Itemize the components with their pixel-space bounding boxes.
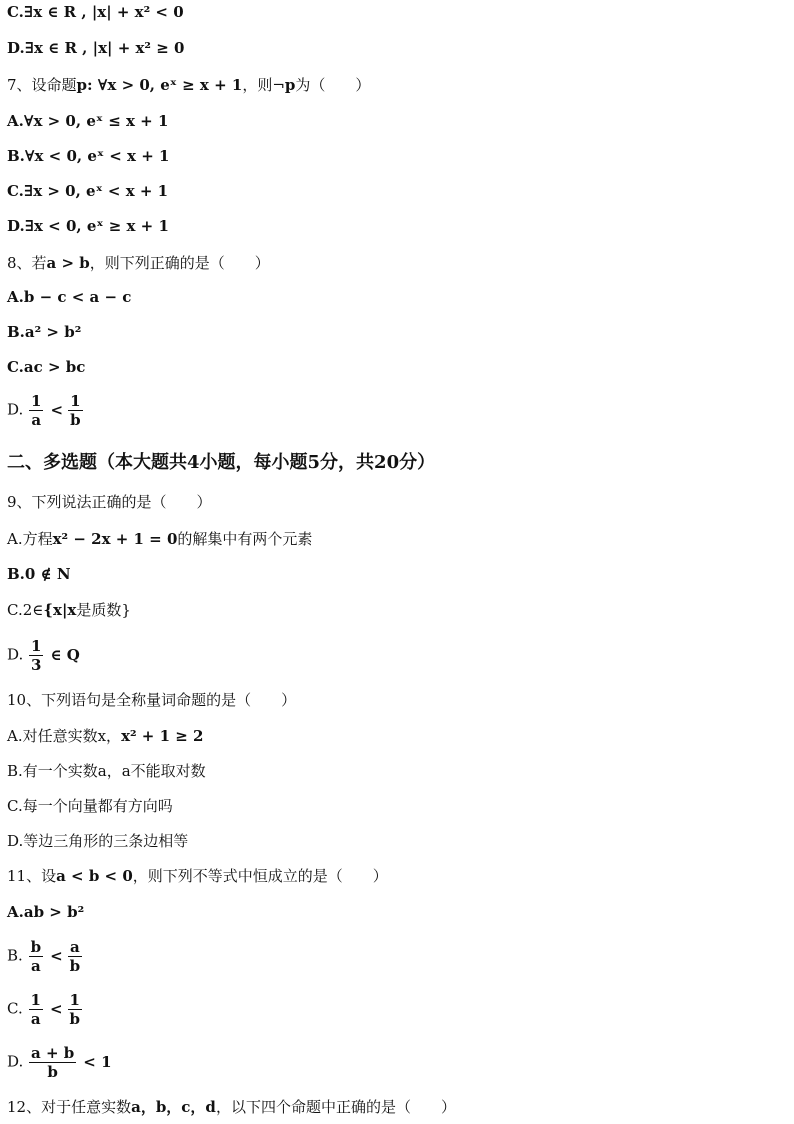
question-12 [7,1097,456,1117]
option-6c-text: C.∃x ∈ R , |x| + x² < 0 [7,3,184,21]
section-heading-multiple-choice: 二、多选题（本大题共4小题，每小题5分，共20分） [7,452,436,473]
question-11-math: a < b < 0 [56,867,133,885]
option-7c-text: C.∃x > 0, eˣ < x + 1 [7,182,169,200]
option-10b [7,761,206,781]
option-10d [7,831,188,851]
option-6d-text: D.∃x ∈ R , |x| + x² ≥ 0 [7,39,185,57]
fraction-1-over-a [29,991,43,1028]
fraction-denominator: a [31,411,42,429]
option-6d [7,38,184,58]
fraction-numerator: 1 [30,991,41,1009]
option-7d [7,216,169,236]
option-11d-label: D. [7,1052,24,1071]
question-7-suffix: 为（ ） [295,76,371,94]
option-6c [7,2,184,22]
fraction-denominator: b [70,411,81,429]
fraction-1-over-a [29,392,43,429]
option-8b-text: B.a² > b² [7,323,82,341]
relation-symbol: < [50,946,63,965]
question-7-math: p: ∀x > 0, eˣ ≥ x + 1 [76,76,243,94]
fraction-numerator: a [70,938,80,956]
option-9c-math: {x|x [43,601,77,619]
question-7 [7,75,370,95]
option-9c [7,600,131,620]
option-11a-text: A.ab > b² [7,903,85,921]
option-7d-text: D.∃x < 0, eˣ ≥ x + 1 [7,217,169,235]
option-11c [7,991,85,1028]
question-7-mid: ，则¬ [242,76,285,94]
option-7a-text: A.∀x > 0, eˣ ≤ x + 1 [7,112,169,130]
fraction-a-over-b [68,938,83,975]
question-11 [7,866,388,886]
question-12-prefix: 12、对于任意实数 [7,1098,132,1116]
relation-symbol: < 1 [83,1052,112,1071]
question-12-vars: a，b，c，d [131,1098,216,1116]
option-10a-prefix: A.对任意实数x， [7,727,122,745]
option-8c-text: C.ac > bc [7,358,86,376]
option-8a-text: A.b − c < a − c [7,288,132,306]
fraction-denominator: a [30,957,41,975]
fraction-numerator: 1 [31,637,42,655]
fraction-1-over-b [68,392,83,429]
option-9a-math: x² − 2x + 1 = 0 [52,530,178,548]
option-9a-prefix: A.方程 [7,530,53,548]
option-8d-label: D. [7,400,24,419]
option-8a [7,287,131,307]
question-7-prefix: 7、设命题 [7,76,77,94]
option-7b [7,146,169,166]
fraction-b-over-a [29,938,44,975]
option-8d [7,392,86,429]
question-8-math: a > b [46,254,90,272]
option-11b [7,938,85,975]
fraction-denominator: b [69,957,81,975]
option-9b [7,564,71,584]
option-9c-prefix: C.2∈ [7,601,44,619]
fraction-denominator: 3 [31,656,42,674]
option-9c-suffix: 是质数} [76,601,131,619]
question-10-text: 10、下列语句是全称量词命题的是（ ） [7,691,297,709]
fraction-denominator: b [69,1010,81,1028]
fraction-1-over-3 [29,637,43,674]
relation-symbol: < [49,999,63,1018]
option-9a [7,529,312,549]
relation-symbol: ∈ Q [50,645,80,664]
fraction-numerator: 1 [31,392,42,410]
option-8c [7,357,85,377]
question-11-prefix: 11、设 [7,867,57,885]
option-9d [7,637,84,674]
option-11d [7,1044,116,1081]
question-8-suffix: ，则下列正确的是（ ） [89,254,270,272]
question-11-suffix: ，则下列不等式中恒成立的是（ ） [132,867,388,885]
option-10c [7,796,173,816]
question-7-p: p [284,76,296,94]
fraction-1-over-b [68,991,83,1028]
fraction-denominator: b [47,1063,58,1081]
option-7b-text: B.∀x < 0, eˣ < x + 1 [7,147,170,165]
fraction-numerator: 1 [70,392,81,410]
option-10a-math: x² + 1 ≥ 2 [121,727,204,745]
option-9a-suffix: 的解集中有两个元素 [177,530,313,548]
option-10b-text: B.有一个实数a，a不能取对数 [7,762,206,780]
option-11c-label: C. [7,999,23,1018]
fraction-numerator: b [30,938,42,956]
question-12-suffix: ，以下四个命题中正确的是（ ） [215,1098,456,1116]
fraction-denominator: a [30,1010,41,1028]
option-9b-text: B.0 ∉ N [7,565,71,583]
fraction-a-plus-b-over-b [29,1044,76,1081]
option-11a [7,902,84,922]
relation-symbol: < [50,400,64,419]
option-10d-text: D.等边三角形的三条边相等 [7,832,189,850]
fraction-numerator: a + b [31,1044,75,1062]
question-8 [7,253,270,273]
fraction-numerator: 1 [69,991,80,1009]
option-10c-text: C.每一个向量都有方向吗 [7,797,173,815]
question-8-prefix: 8、若 [7,254,47,272]
option-7a [7,111,168,131]
option-8b [7,322,81,342]
question-9 [7,492,212,512]
option-10a [7,726,203,746]
question-9-text: 9、下列说法正确的是（ ） [7,493,212,511]
question-10 [7,690,296,710]
option-9d-label: D. [7,645,24,664]
option-11b-label: B. [7,946,23,965]
option-7c [7,181,168,201]
